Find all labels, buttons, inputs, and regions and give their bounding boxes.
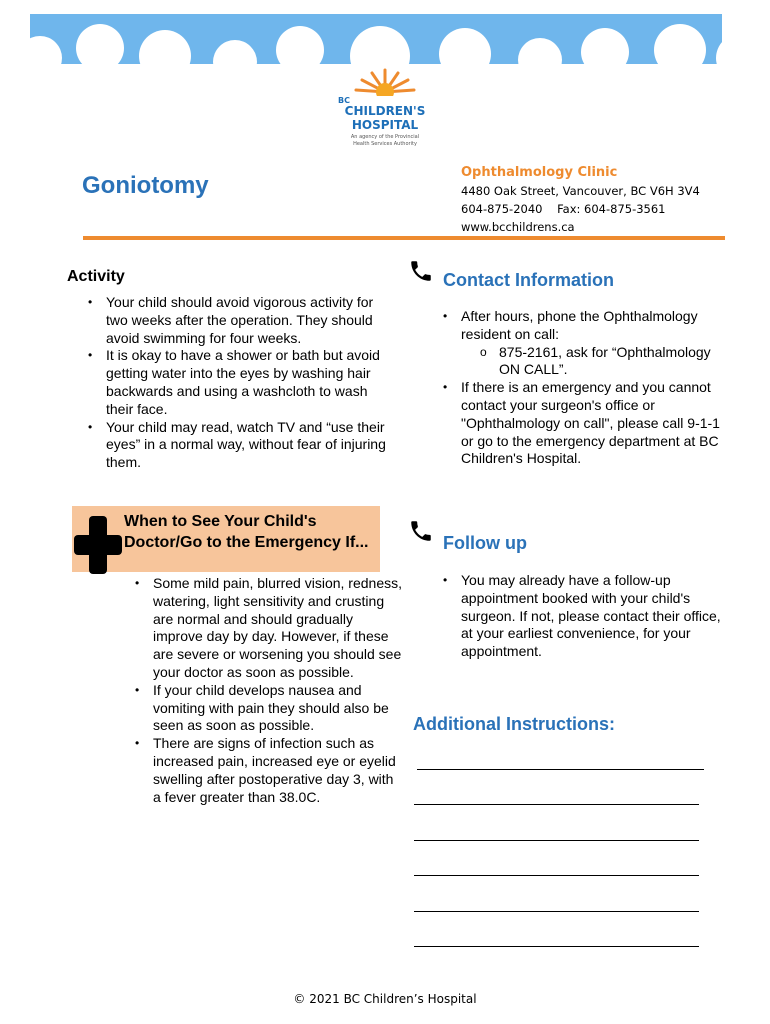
write-in-line[interactable]: [417, 769, 704, 770]
clinic-name: Ophthalmology Clinic: [461, 165, 618, 180]
sub-list: [461, 344, 721, 380]
clinic-website: www.bcchildrens.ca: [461, 220, 575, 234]
list-item: • You may already have a follow-up appointment booked with your child's surgeon. If not, please contact their office, at your earliest convenience, for your appointment.: [461, 572, 731, 661]
additional-instructions-heading: Additional Instructions:: [413, 714, 615, 734]
orange-divider: [83, 236, 725, 240]
contact-list: [443, 308, 721, 468]
clinic-phone-fax: 604-875-2040 Fax: 604-875-3561: [461, 202, 666, 216]
sub-list-item: o 875-2161, ask for “Ophthalmology ON CALL”.: [499, 344, 721, 380]
contact-item-text: After hours, phone the Ophthalmology resident on call:: [461, 308, 698, 342]
list-item: • Your child should avoid vigorous activity for two weeks after the operation. They should avoid swimming for four weeks.: [106, 294, 396, 347]
write-in-line[interactable]: [414, 804, 699, 805]
list-item: • Some mild pain, blurred vision, redness, watering, light sensitivity and crusting are normal and should gradually improve day by day. However, if these are severe or worsening you should see your doctor as soon as possible.: [153, 575, 403, 682]
logo-tagline1: An agency of the Provincial: [350, 134, 420, 140]
write-in-line[interactable]: [414, 840, 699, 841]
list-item: • If there is an emergency and you cannot contact your surgeon's office or "Ophthalmology on call", please call 9-1-1 or go to the emergency department at BC Children's Hospital.: [461, 379, 721, 468]
logo-bc: BC: [338, 96, 350, 105]
list-item: • If your child develops nausea and vomiting with pain they should also be seen as soon as possible.: [153, 682, 403, 735]
phone-icon: [408, 258, 434, 284]
logo-line2: HOSPITAL: [351, 118, 419, 132]
list-item: • There are signs of infection such as increased pain, increased eye or eyelid swelling after postoperative day 3, with a fever greater than 38.0C.: [153, 735, 403, 806]
write-in-line[interactable]: [414, 911, 699, 912]
logo-tagline2: Health Services Authority: [353, 141, 417, 147]
write-in-line[interactable]: [414, 875, 699, 876]
followup-list: [443, 572, 731, 661]
list-item: [461, 308, 721, 379]
sun-icon: [330, 66, 440, 96]
list-item: • Your child may read, watch TV and “use their eyes” in a normal way, without fear of injuring them.: [106, 419, 396, 472]
bc-childrens-hospital-logo: [330, 66, 440, 156]
warning-heading: When to See Your Child's Doctor/Go to the Emergency If...: [124, 513, 369, 551]
list-item: • It is okay to have a shower or bath but avoid getting water into the eyes by washing hair backwards and using a washcloth to wash their face.: [106, 347, 396, 418]
activity-list: [88, 294, 396, 472]
logo-line1: CHILDREN'S: [344, 104, 426, 118]
followup-heading: Follow up: [443, 533, 527, 553]
page-title: Goniotomy: [82, 172, 209, 199]
clinic-address: 4480 Oak Street, Vancouver, BC V6H 3V4: [461, 184, 700, 198]
clinic-info: [461, 164, 700, 236]
phone-icon: [408, 518, 434, 544]
write-in-line[interactable]: [414, 946, 699, 947]
footer-copyright: © 2021 BC Children’s Hospital: [293, 992, 477, 1006]
warning-list: [135, 575, 403, 806]
activity-heading: Activity: [67, 268, 125, 285]
medical-cross-icon: [74, 516, 122, 574]
contact-heading: Contact Information: [443, 270, 614, 290]
